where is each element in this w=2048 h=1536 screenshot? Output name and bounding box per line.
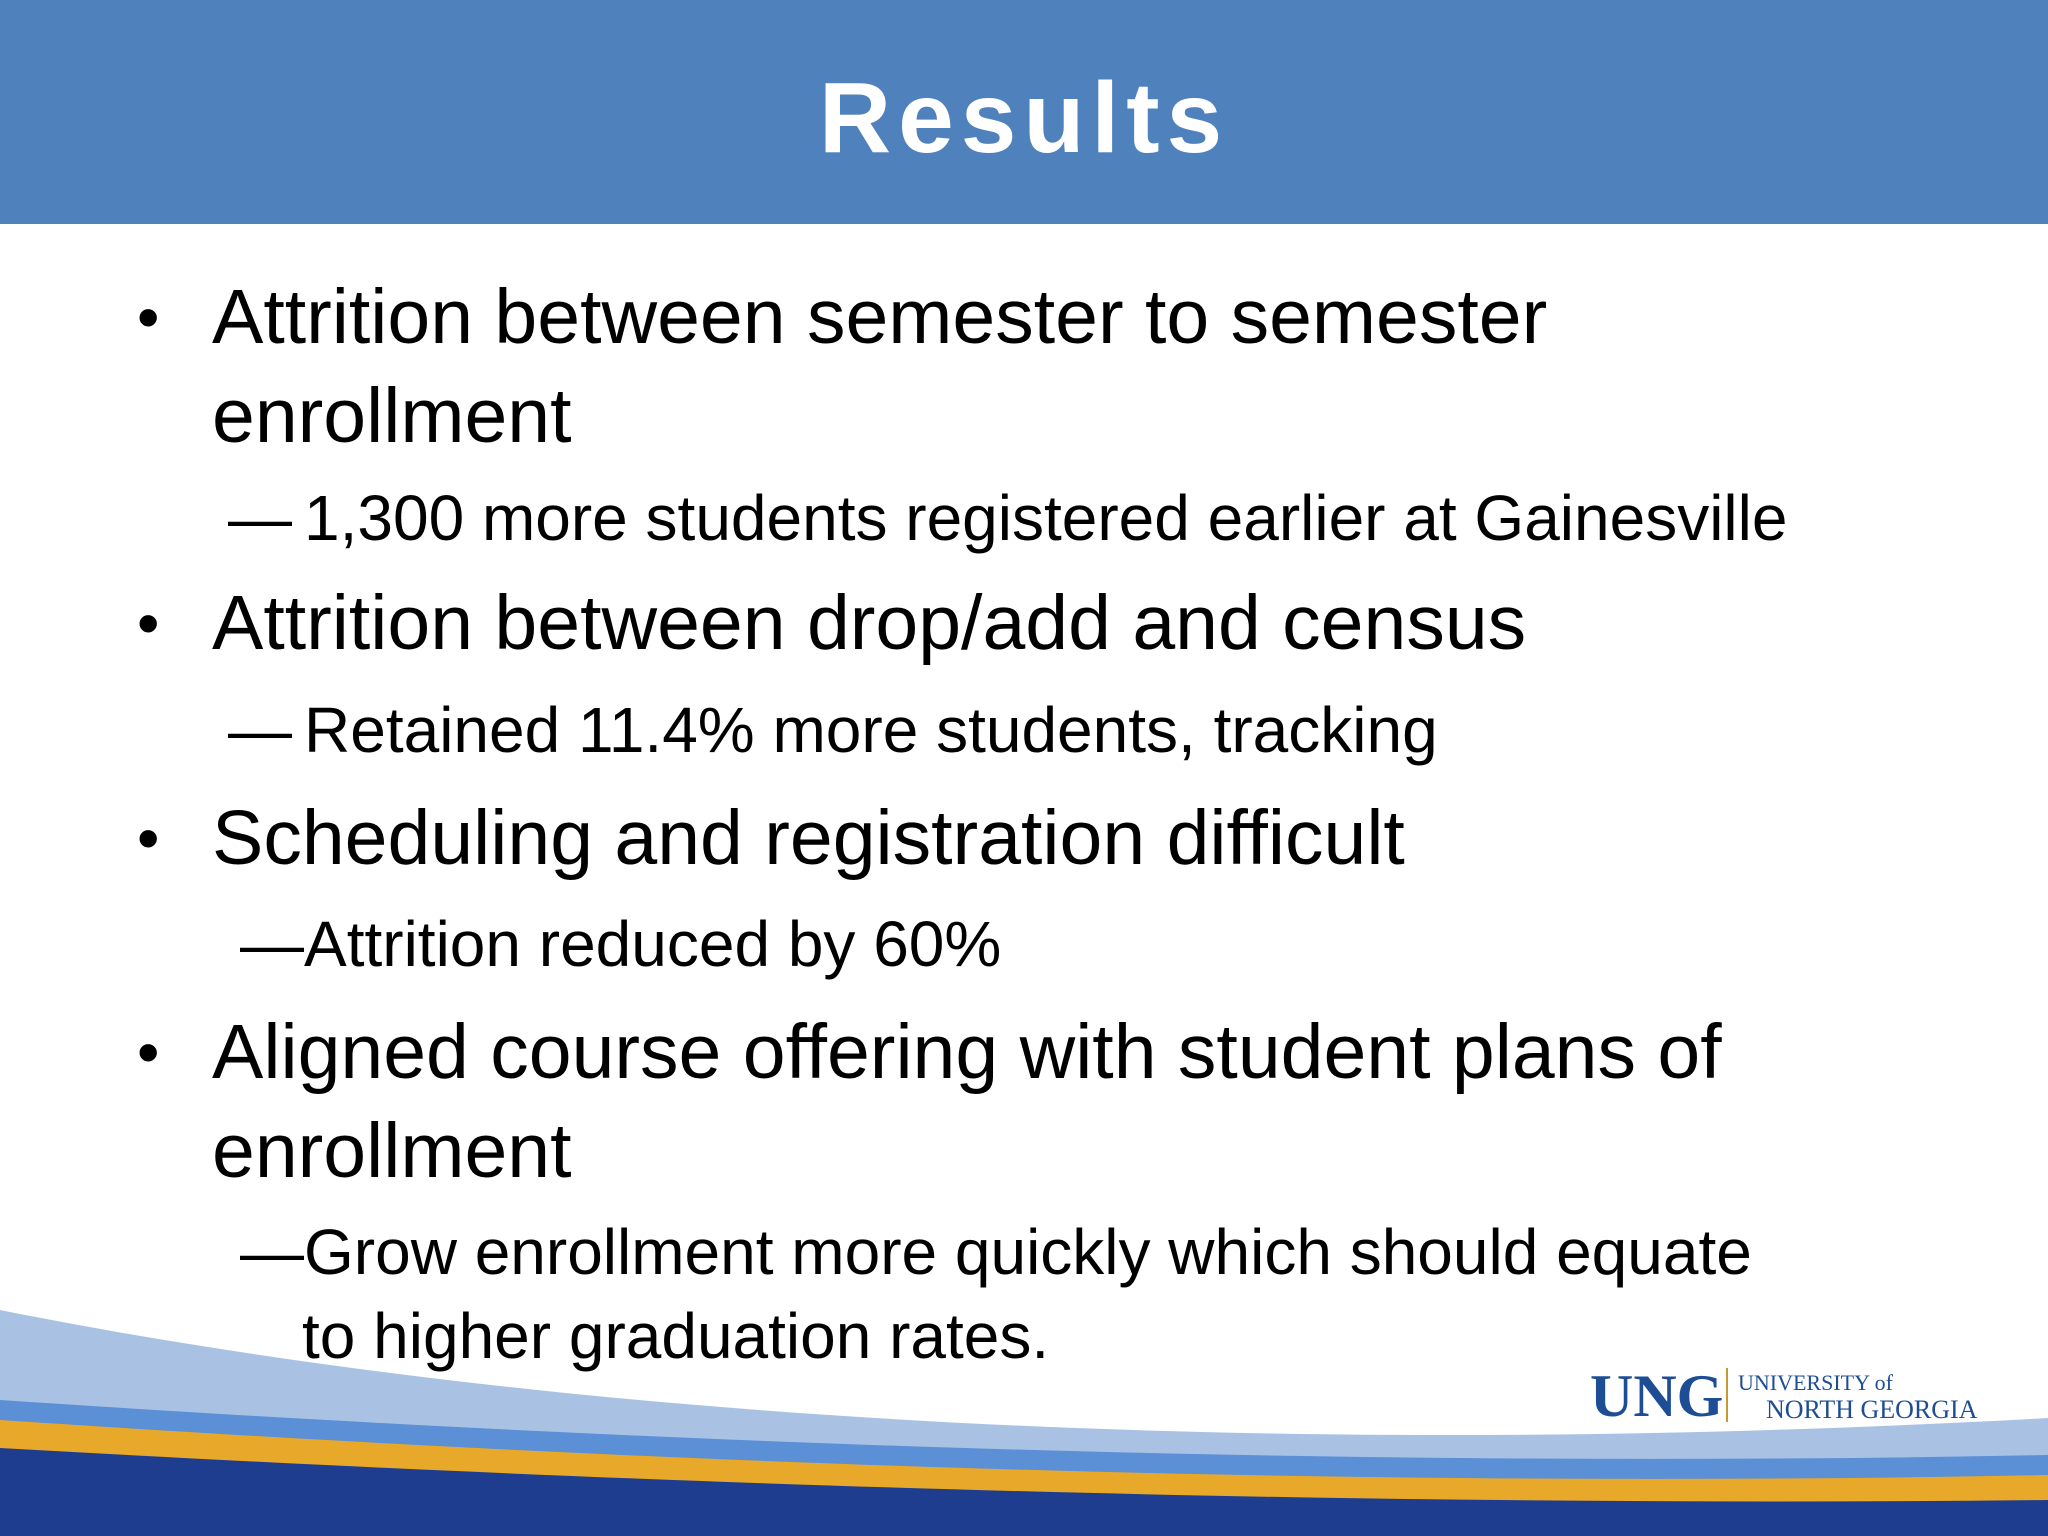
- logo-divider: [1726, 1368, 1728, 1422]
- sub-bullet-text: to higher graduation rates.: [302, 1300, 1050, 1372]
- sub-bullet-text: Grow enrollment more quickly which should equate: [304, 1216, 1752, 1288]
- bullet-text-line: Attrition between semester to semester: [212, 274, 1548, 360]
- bullet-text-line: Aligned course offering with student plans of: [212, 1009, 1722, 1095]
- sub-bullet: [240, 904, 1001, 984]
- dash-icon: —: [228, 482, 292, 554]
- sub-bullet-text: Retained 11.4% more students, tracking: [304, 694, 1438, 766]
- title-bar: [0, 0, 2048, 224]
- bullet-item: [137, 574, 1912, 673]
- bullet-text-line: enrollment: [212, 373, 572, 459]
- logo-line1: UNIVERSITY of: [1738, 1370, 1893, 1395]
- bullet-dot-icon: •: [137, 587, 160, 659]
- dash-icon: —: [240, 908, 304, 980]
- bullet-text-line: enrollment: [212, 1108, 572, 1194]
- sub-bullet: [228, 690, 1438, 770]
- sub-bullet-text: 1,300 more students registered earlier at Gainesville: [304, 482, 1788, 554]
- bullet-item: [137, 268, 1912, 466]
- bullet-dot-icon: •: [137, 281, 160, 353]
- bullet-text-line: Scheduling and registration difficult: [212, 795, 1405, 881]
- ung-logo: [1590, 1362, 2010, 1428]
- bullet-item: [137, 789, 1912, 888]
- bullet-dot-icon: •: [137, 802, 160, 874]
- sub-bullet: [240, 1212, 1752, 1292]
- logo-mark: UNG: [1590, 1363, 1724, 1428]
- dash-icon: —: [228, 694, 292, 766]
- slide-title: Results: [818, 62, 1230, 174]
- dash-icon: —: [240, 1216, 304, 1288]
- logo-line2: NORTH GEORGIA: [1766, 1395, 1978, 1424]
- sub-bullet-text: Attrition reduced by 60%: [304, 908, 1002, 980]
- bullet-item: [137, 1003, 1912, 1201]
- sub-bullet: [228, 478, 1787, 558]
- bullet-text-line: Attrition between drop/add and census: [212, 580, 1527, 666]
- bullet-dot-icon: •: [137, 1016, 160, 1088]
